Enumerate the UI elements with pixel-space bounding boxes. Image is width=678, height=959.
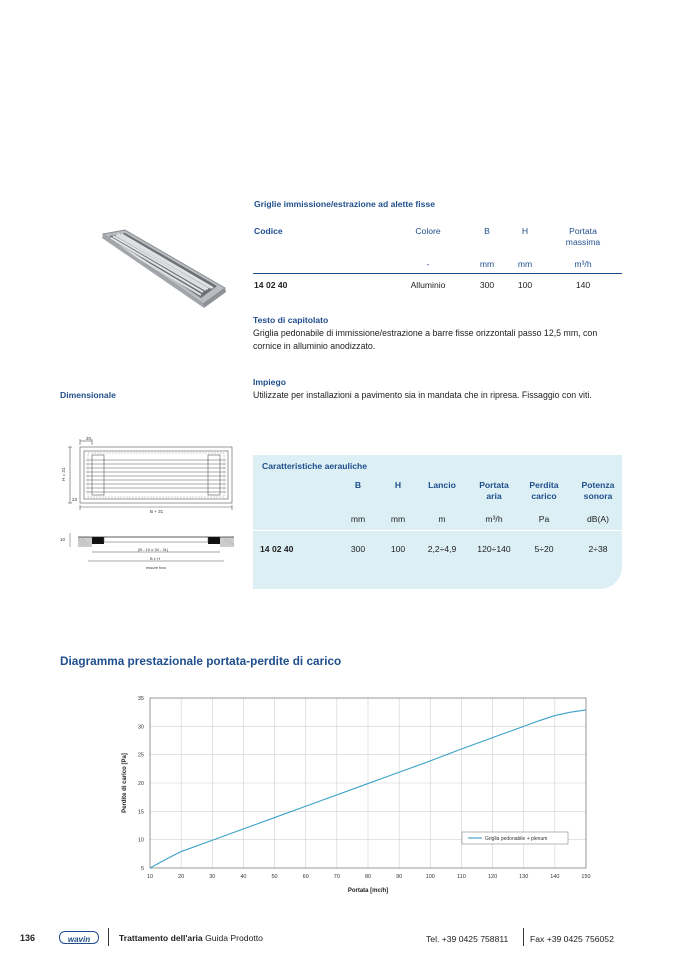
dim-section-caption: misure foro [146, 565, 167, 570]
chart-xtick-label: 50 [271, 874, 278, 880]
chart-xtick-label: 110 [457, 874, 466, 880]
chart-xtick-label: 130 [519, 874, 529, 880]
aeraulic-value-4: 5÷20 [534, 544, 554, 554]
unit-b: mm [479, 259, 495, 269]
chart-xtick-label: 20 [178, 874, 185, 880]
wavin-logo-text: wavin [67, 935, 91, 944]
table-divider [253, 273, 622, 274]
chart-legend-label: Griglia pedonabile + plenum [485, 836, 548, 842]
capitolato-text: Griglia pedonabile di immissione/estrazione a barre fisse orizzontali passo 12,5 mm, con cornice in alluminio anodizzato. [253, 328, 598, 351]
aeraulic-header-5-l1: Potenza [581, 480, 615, 490]
chart-ytick-label: 30 [137, 724, 144, 731]
aeraulic-value-2: 2,2÷4,9 [427, 544, 457, 554]
aeraulic-header-1-l1: H [394, 480, 402, 490]
chart-ylabel: Perdite di carico [Pa] [122, 753, 128, 813]
chart-ytick-label: 25 [137, 752, 144, 759]
row-b: 300 [479, 280, 495, 290]
dim-left-small-label: 23 [72, 497, 78, 502]
col-codice-header: Codice [254, 226, 283, 236]
aeraulic-unit-1: mm [390, 514, 406, 524]
col-colore-header: Colore [415, 226, 441, 236]
aeraulic-header-2-l1: Lancio [428, 480, 456, 490]
page-number: 136 [20, 933, 36, 943]
aeraulic-value-0: 300 [350, 544, 366, 554]
footer-fax: Fax +39 0425 756052 [530, 934, 614, 944]
aeraulic-header-3-l1: Portata [479, 480, 509, 490]
dimensionale-label: Dimensionale [60, 390, 116, 400]
aeraulic-divider [253, 530, 622, 531]
row-h: 100 [517, 280, 533, 290]
col-b-header: B [484, 226, 490, 236]
aeraulic-header-4-l2: carico [531, 491, 557, 501]
chart-ytick-label: 15 [137, 809, 144, 816]
aeraulic-row-codice: 14 02 40 [260, 544, 294, 554]
aeraulic-header-0-l1: B [354, 480, 362, 490]
unit-portata: m³/h [574, 259, 592, 269]
aeraulic-unit-5: dB(A) [587, 514, 609, 524]
wavin-logo [59, 931, 99, 944]
chart-xtick-label: 120 [487, 874, 498, 880]
dim-section-outer-label: B ± H [150, 556, 160, 561]
dim-section-inner-label: (B - 10 o 34 - 31) [138, 547, 169, 552]
chart-xtick-label: 40 [240, 874, 247, 880]
chart-xtick-label: 10 [146, 874, 154, 880]
dim-bottom-label: B + 31 [150, 509, 164, 514]
chart-xtick-label: 30 [209, 874, 216, 880]
chart-xtick-label: 100 [425, 874, 435, 880]
product-title: Griglie immissione/estrazione ad alette fisse [254, 199, 436, 209]
chart-ytick-label: 10 [137, 837, 144, 844]
capitolato-title: Testo di capitolato [253, 315, 329, 325]
aeraulic-value-5: 2÷38 [588, 544, 608, 554]
col-portata-header-line1: Portata [569, 226, 597, 236]
aeraulic-value-1: 100 [390, 544, 406, 554]
aeraulic-value-3: 120÷140 [477, 544, 511, 554]
aeraulic-header-5-l2: sonora [583, 491, 613, 501]
dim-section-left-label: 10 [60, 537, 66, 542]
diagram-title: Diagramma prestazionale portata-perdite di carico [60, 654, 342, 668]
aeraulic-header-4-l1: Perdita [529, 480, 559, 490]
unit-colore: - [426, 259, 430, 269]
unit-h: mm [517, 259, 533, 269]
aeraulic-unit-0: mm [350, 514, 366, 524]
row-portata: 140 [575, 280, 591, 290]
footer-section-bold: Trattamento dell'aria [119, 933, 203, 943]
chart-xtick-label: 150 [581, 874, 591, 880]
dimensional-drawing [58, 433, 238, 583]
chart-ytick-label: 35 [137, 696, 144, 702]
chart-xtick-label: 60 [302, 874, 309, 880]
footer-separator-left [108, 928, 109, 946]
aeraulic-unit-2: m [438, 514, 446, 524]
dim-top-label: 20 [86, 436, 92, 441]
chart-ytick-label: 20 [137, 781, 144, 787]
chart-xtick-label: 80 [364, 874, 372, 880]
grille-product-image [95, 228, 230, 308]
aeraulic-header-3-l2: aria [486, 491, 502, 501]
impiego-title: Impiego [253, 377, 286, 387]
impiego-text: Utilizzate per installazioni a pavimento sia in mandata che in ripresa. Fissaggio con viti. [253, 390, 592, 400]
footer-tel: Tel. +39 0425 758811 [426, 934, 509, 944]
chart [110, 690, 600, 900]
chart-xlabel: Portata [mc/h] [347, 888, 389, 894]
col-portata-header-line2: massima [565, 237, 601, 247]
aeraulic-title: Caratteristiche aerauliche [262, 461, 368, 471]
footer-separator-right [523, 928, 524, 946]
chart-xtick-label: 140 [550, 874, 560, 880]
chart-xtick-label: 90 [396, 874, 403, 880]
footer-section [119, 933, 263, 943]
row-colore: Alluminio [410, 280, 446, 290]
row-codice: 14 02 40 [254, 280, 288, 290]
footer-section-light: Guida Prodotto [205, 933, 263, 943]
chart-ytick-label: 5 [140, 866, 144, 872]
chart-xtick-label: 70 [333, 874, 340, 880]
aeraulic-unit-3: m³/h [485, 514, 503, 524]
dim-left-label: H = 31 [61, 467, 66, 481]
col-h-header: H [521, 226, 529, 236]
aeraulic-unit-4: Pa [538, 514, 550, 524]
